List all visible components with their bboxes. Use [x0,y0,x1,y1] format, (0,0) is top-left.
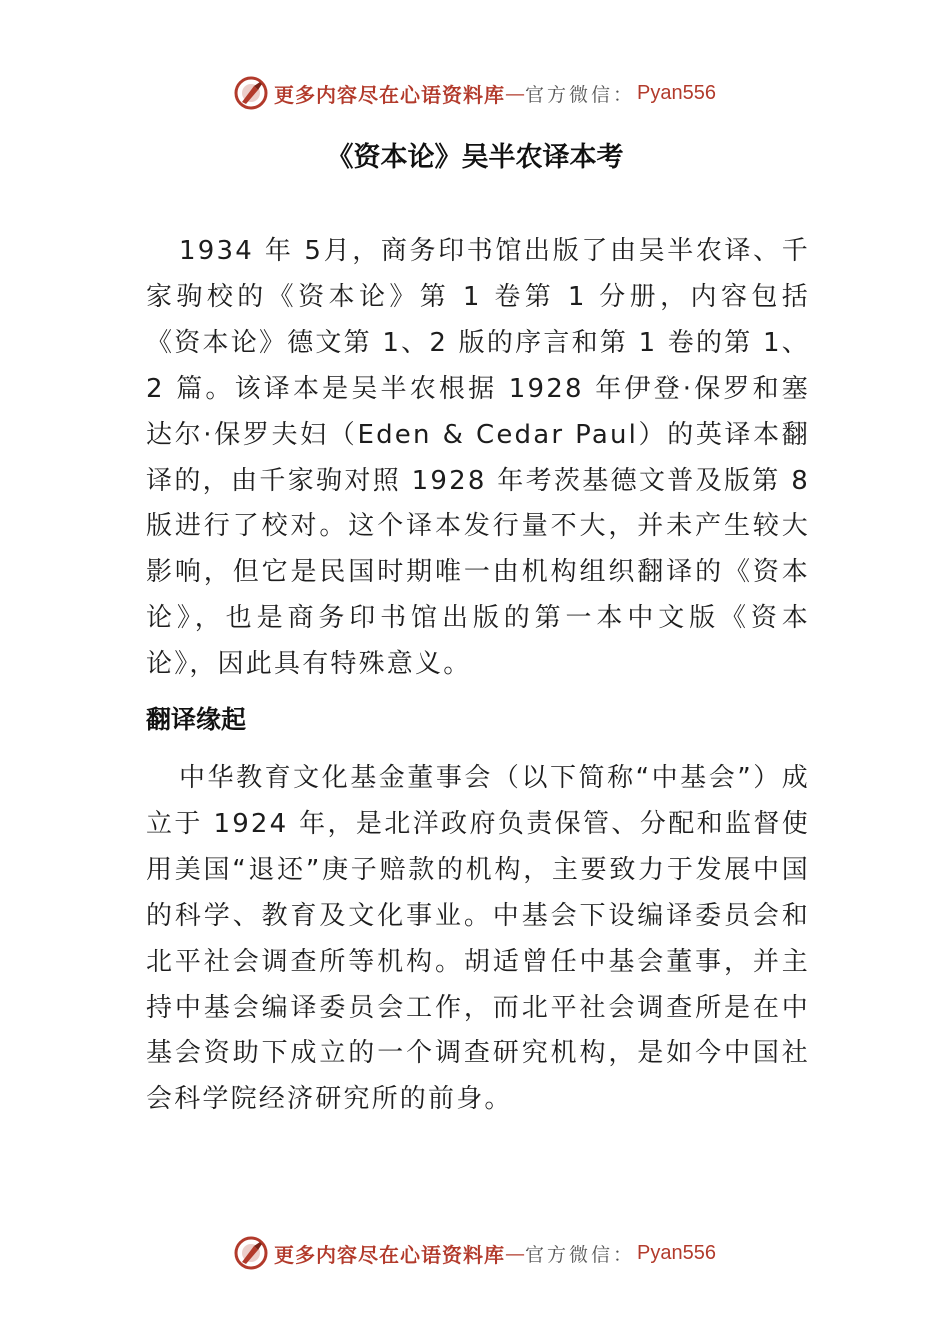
intro-paragraph: 1934 年 5月，商务印书馆出版了由吴半农译、千家驹校的《资本论》第 1 卷第 1 分册，内容包括《资本论》德文第 1、2 版的序言和第 1 卷的第 1、2 篇。该译本是吴半农根据 1928 年伊登·保罗和塞达尔·保罗夫妇（Eden & Cedar Paul）的英译本翻译的，由千家驹对照 1928 年考茨基德文普及版第 8 版进行了校对。这个译本发行量不大，并未产生较大影响，但它是民国时期唯一由机构组织翻译的《资本论》，也是商务印书馆出版的第一本中文版《资本论》，因此具有特殊意义。 [146,236,810,680]
watermark-dash: — [505,81,525,105]
brand-logo-icon [234,76,268,110]
header-watermark [0,73,950,113]
watermark-contact-id: Pyan556 [637,81,716,104]
watermark-contact-id: Pyan556 [637,1241,716,1264]
watermark-brand: 更多内容尽在心语资料库 [274,82,505,107]
footer-watermark [0,1233,950,1273]
watermark-brand: 更多内容尽在心语资料库 [274,1242,505,1267]
watermark-contact-label: 官方微信： [525,83,636,106]
watermark-dash: — [505,1241,525,1265]
origin-paragraph: 中华教育文化基金董事会（以下简称“中基会”）成立于 1924 年，是北洋政府负责保管、分配和监督使用美国“退还”庚子赔款的机构，主要致力于发展中国的科学、教育及文化事业。中基会下设编译委员会和北平社会调查所等机构。胡适曾任中基会董事，并主持中基会编译委员会工作，而北平社会调查所是在中基会资助下成立的一个调查研究机构，是如今中国社会科学院经济研究所的前身。 [146,763,810,1115]
brand-logo-icon [234,1236,268,1270]
page-title: 《资本论》吴半农译本考 [326,142,624,173]
section-heading-origin: 翻译缘起 [146,705,247,734]
watermark-contact-label: 官方微信： [525,1243,636,1266]
